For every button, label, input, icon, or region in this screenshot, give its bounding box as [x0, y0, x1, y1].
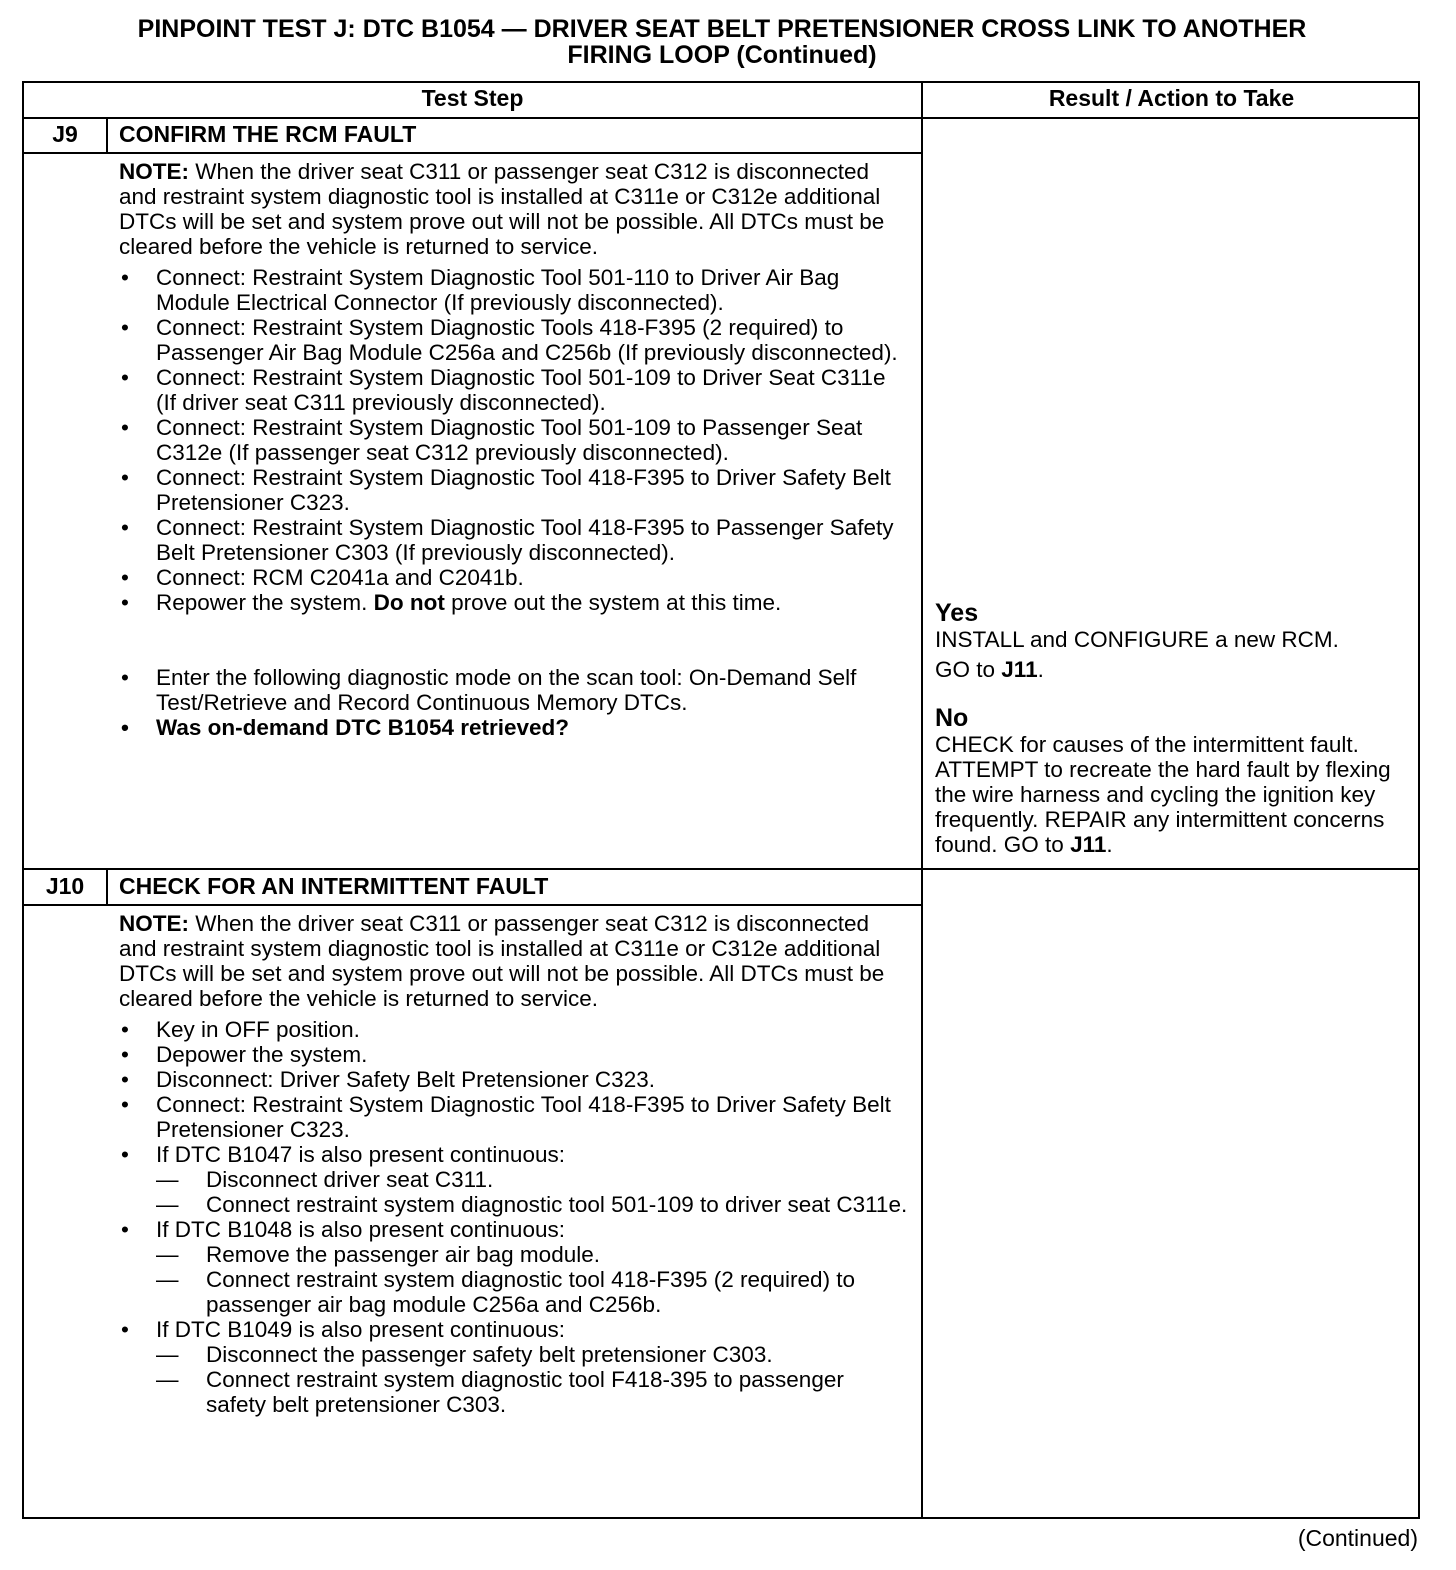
- result-j9: [935, 599, 1417, 857]
- pinpoint-test-table: [22, 81, 1420, 1519]
- list-item: • Connect: Restraint System Diagnostic Tool 501-110 to Driver Air Bag Module Electrical Connector (If previously disconnected).: [119, 265, 909, 315]
- title-line-1: PINPOINT TEST J: DTC B1054 — DRIVER SEAT BELT PRETENSIONER CROSS LINK TO ANOTHER: [137, 15, 1307, 43]
- sub-item: — Disconnect driver seat C311.: [119, 1167, 909, 1192]
- list-item: • Connect: Restraint System Diagnostic Tool 501-109 to Driver Seat C311e (If driver seat C311 previously disconnected).: [119, 365, 909, 415]
- list-item: • If DTC B1047 is also present continuous:: [119, 1142, 909, 1167]
- header-divider: [24, 117, 1418, 119]
- list-item: • Disconnect: Driver Safety Belt Pretensioner C323.: [119, 1067, 909, 1092]
- list-item: • If DTC B1048 is also present continuous:: [119, 1217, 909, 1242]
- yes-label: Yes: [935, 599, 979, 627]
- page-title: [22, 16, 1422, 68]
- sub-item: — Connect restraint system diagnostic tool F418-395 to passenger safety belt pretensioner C303.: [119, 1367, 909, 1417]
- no-action: CHECK for causes of the intermittent fault. ATTEMPT to recreate the hard fault by flexing the wire harness and cycling the ignition key frequently. REPAIR any intermittent concerns found. GO to J11.: [935, 732, 1391, 857]
- note-j10: NOTE: When the driver seat C311 or passenger seat C312 is disconnected and restraint system diagnostic tool is installed at C311e or C312e additional DTCs will be set and system prove out will not be possible. All DTCs must be cleared before the vehicle is returned to service.: [119, 911, 885, 1011]
- row-divider-j9-j10: [24, 868, 1418, 870]
- title-line-2: FIRING LOOP (Continued): [567, 41, 877, 69]
- note-j9: NOTE: When the driver seat C311 or passenger seat C312 is disconnected and restraint system diagnostic tool is installed at C311e or C312e additional DTCs will be set and system prove out will not be possible. All DTCs must be cleared before the vehicle is returned to service.: [119, 159, 885, 259]
- step-number-divider: [106, 119, 108, 153]
- yes-goto: GO to J11.: [935, 657, 1044, 682]
- list-item: • Depower the system.: [119, 1042, 909, 1067]
- step-number-j9: J9: [52, 121, 78, 147]
- question-item: • Was on-demand DTC B1054 retrieved?: [119, 715, 909, 740]
- list-item: • If DTC B1049 is also present continuous:: [119, 1317, 909, 1342]
- j10-bullet-list: [119, 1017, 909, 1417]
- j9-bullet-list: [119, 265, 909, 615]
- header-result-action: Result / Action to Take: [1048, 85, 1295, 111]
- list-item: • Connect: Restraint System Diagnostic Tool 501-109 to Passenger Seat C312e (If passenger seat C312 previously disconnected).: [119, 415, 909, 465]
- j9-bullet-list-2: [119, 665, 909, 740]
- step-number-divider: [106, 870, 108, 905]
- step-title-underline: [24, 152, 921, 154]
- step-title-j10: CHECK FOR AN INTERMITTENT FAULT: [119, 873, 549, 899]
- column-divider: [921, 83, 923, 1517]
- list-item: • Repower the system. Do not prove out the system at this time.: [119, 590, 909, 615]
- sub-item: — Connect restraint system diagnostic tool 501-109 to driver seat C311e.: [119, 1192, 909, 1217]
- list-item: • Connect: Restraint System Diagnostic Tool 418-F395 to Driver Safety Belt Pretensioner C323.: [119, 1092, 909, 1142]
- list-item: • Key in OFF position.: [119, 1017, 909, 1042]
- list-item: • Connect: Restraint System Diagnostic Tool 418-F395 to Driver Safety Belt Pretensioner C323.: [119, 465, 909, 515]
- step-title-underline: [24, 904, 921, 906]
- step-title-j9: CONFIRM THE RCM FAULT: [119, 121, 417, 147]
- list-item: • Enter the following diagnostic mode on the scan tool: On-Demand Self Test/Retrieve and Record Continuous Memory DTCs.: [119, 665, 909, 715]
- sub-item: — Disconnect the passenger safety belt pretensioner C303.: [119, 1342, 909, 1367]
- yes-action: INSTALL and CONFIGURE a new RCM.: [935, 627, 1339, 652]
- sub-item: — Connect restraint system diagnostic tool 418-F395 (2 required) to passenger air bag module C256a and C256b.: [119, 1267, 909, 1317]
- continued-label: (Continued): [1297, 1525, 1418, 1551]
- list-item: • Connect: Restraint System Diagnostic Tool 418-F395 to Passenger Safety Belt Pretensioner C303 (If previously disconnected).: [119, 515, 909, 565]
- list-item: • Connect: Restraint System Diagnostic Tools 418-F395 (2 required) to Passenger Air Bag Module C256a and C256b (If previously disconnected).: [119, 315, 909, 365]
- no-label: No: [935, 704, 969, 732]
- header-test-step: Test Step: [421, 85, 524, 111]
- step-content-j9: [119, 159, 909, 740]
- list-item: • Connect: RCM C2041a and C2041b.: [119, 565, 909, 590]
- sub-item: — Remove the passenger air bag module.: [119, 1242, 909, 1267]
- step-content-j10: [119, 911, 909, 1417]
- step-number-j10: J10: [45, 873, 85, 899]
